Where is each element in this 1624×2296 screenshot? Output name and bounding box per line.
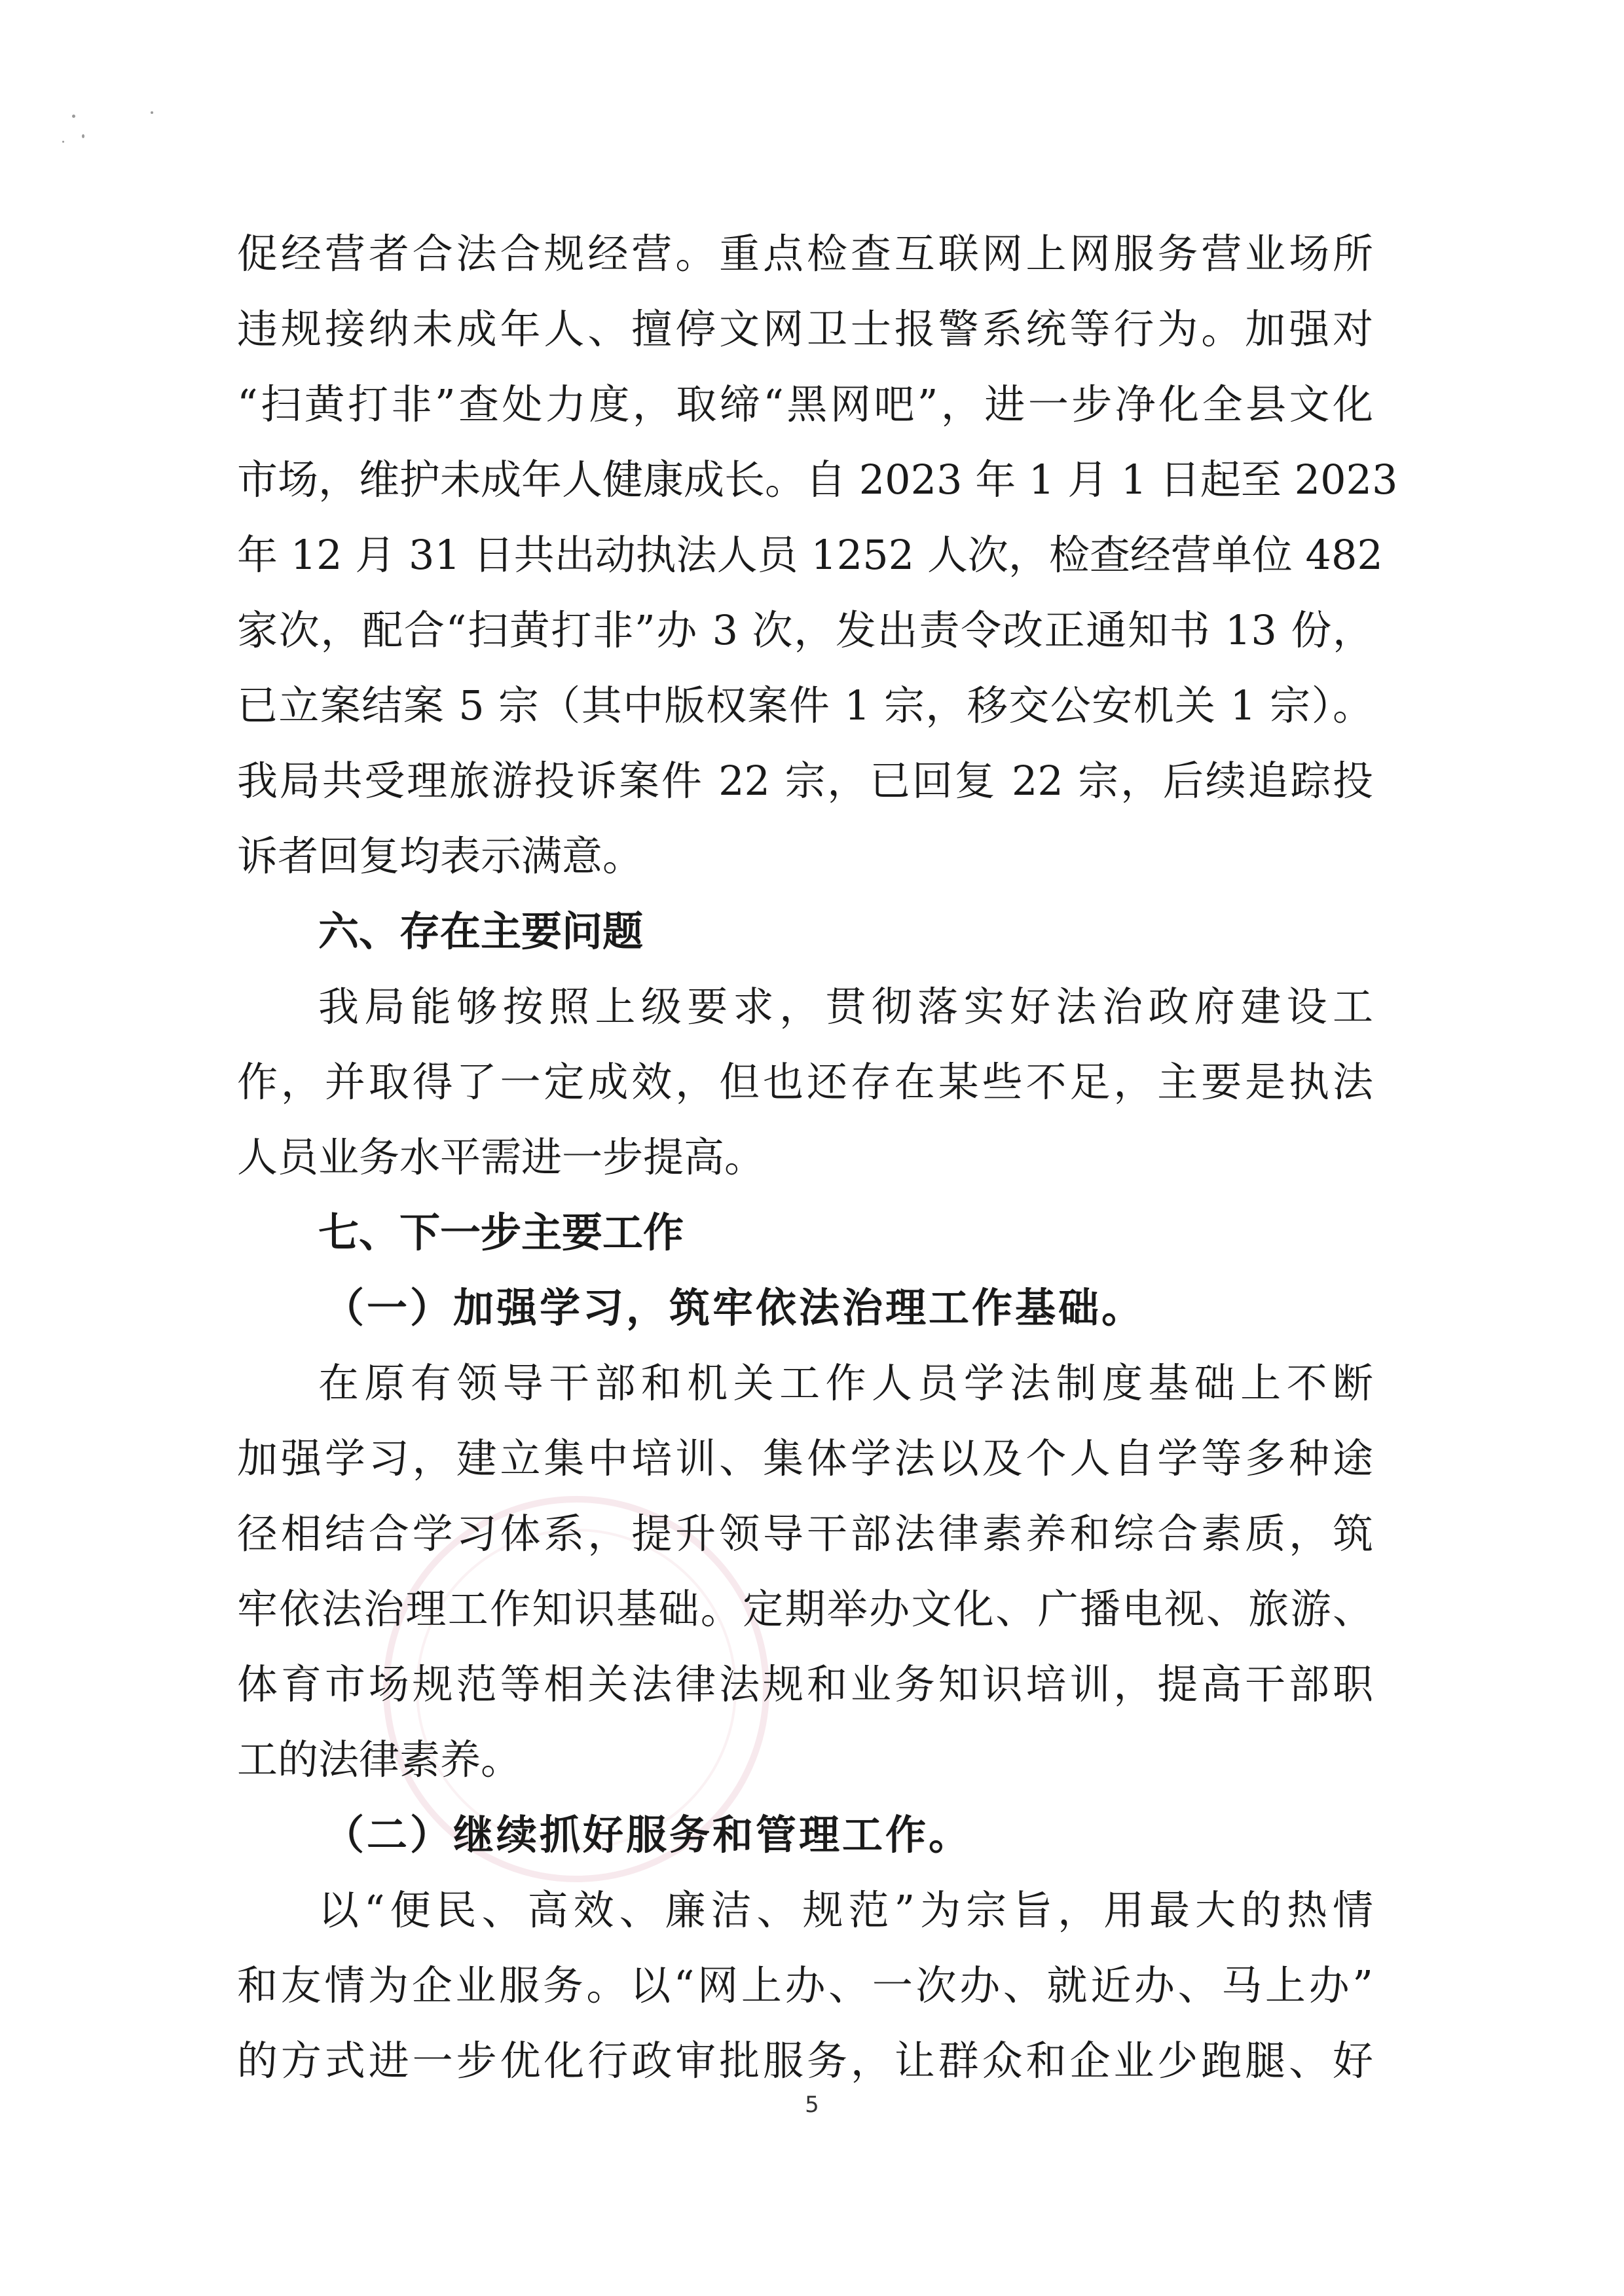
paragraph-line: 的方式进一步优化行政审批服务，让群众和企业少跑腿、好 [237, 2037, 1373, 2085]
paragraph-line: 在原有领导干部和机关工作人员学法制度基础上不断 [318, 1359, 1373, 1407]
paragraph-line: 我局能够按照上级要求，贯彻落实好法治政府建设工 [318, 983, 1373, 1030]
paragraph-line: 诉者回复均表示满意。 [237, 832, 644, 880]
section-heading-6: 六、存在主要问题 [318, 907, 644, 955]
paragraph-line: “扫黄打非”查处力度，取缔“黑网吧”，进一步净化全县文化 [237, 380, 1373, 428]
paragraph-line: 体育市场规范等相关法律法规和业务知识培训，提高干部职 [237, 1660, 1373, 1708]
subsection-heading-1: （一）加强学习，筑牢依法治理工作基础。 [323, 1284, 1145, 1332]
scan-speck [151, 111, 153, 114]
paragraph-line: 加强学习，建立集中培训、集体学法以及个人自学等多种途 [237, 1434, 1373, 1482]
paragraph-line: 促经营者合法合规经营。重点检查互联网上网服务营业场所 [237, 230, 1373, 278]
paragraph-line: 违规接纳未成年人、擅停文网卫士报警系统等行为。加强对 [237, 305, 1373, 353]
paragraph-line: 家次，配合“扫黄打非”办 3 次，发出责令改正通知书 13 份， [237, 606, 1373, 654]
paragraph-line: 牢依法治理工作知识基础。定期举办文化、广播电视、旅游、 [237, 1585, 1373, 1633]
subsection-heading-2: （二）继续抓好服务和管理工作。 [323, 1811, 972, 1859]
scan-speck [72, 115, 75, 118]
section-heading-7: 七、下一步主要工作 [318, 1209, 684, 1256]
paragraph-line: 已立案结案 5 宗（其中版权案件 1 宗，移交公安机关 1 宗）。 [237, 682, 1373, 729]
scan-speck [82, 134, 84, 138]
paragraph-line: 年 12 月 31 日共出动执法人员 1252 人次，检查经营单位 482 [237, 531, 1383, 579]
paragraph-line: 工的法律素养。 [237, 1736, 522, 1783]
document-body [237, 216, 1398, 2098]
page-number: 5 [805, 2092, 819, 2118]
scan-speck [62, 141, 64, 143]
paragraph-line: 以“便民、高效、廉洁、规范”为宗旨，用最大的热情 [318, 1886, 1373, 1934]
paragraph-line: 径相结合学习体系，提升领导干部法律素养和综合素质，筑 [237, 1510, 1373, 1558]
paragraph-line: 市场，维护未成年人健康成长。自 2023 年 1 月 1 日起至 2023 [237, 456, 1398, 503]
paragraph-line: 和友情为企业服务。以“网上办、一次办、就近办、马上办” [237, 1961, 1373, 2009]
paragraph-line: 作，并取得了一定成效，但也还存在某些不足，主要是执法 [237, 1058, 1373, 1106]
paragraph-line: 人员业务水平需进一步提高。 [237, 1133, 766, 1181]
paragraph-line: 我局共受理旅游投诉案件 22 宗，已回复 22 宗，后续追踪投 [237, 757, 1373, 805]
